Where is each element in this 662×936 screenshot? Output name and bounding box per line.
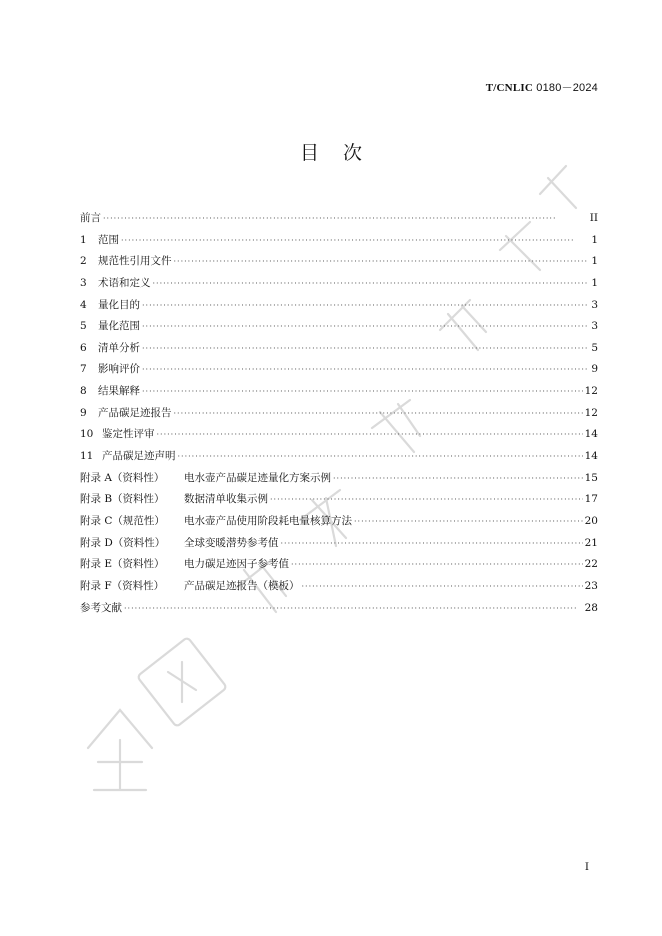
toc-entry-page: 3 [591, 298, 598, 311]
toc-entry[interactable] [80, 233, 598, 255]
toc-leader-dots [124, 602, 583, 616]
toc-entry-label: 量化目的 [98, 298, 140, 311]
toc-entry-number: 附录 D（资料性） [80, 536, 166, 549]
toc-entry[interactable] [80, 362, 598, 384]
toc-entry-page: 1 [591, 276, 598, 289]
toc-entry-number: 3 [80, 276, 87, 289]
toc-entry-label: 结果解释 [98, 385, 140, 398]
toc-entry-number: 11 [80, 450, 94, 463]
toc-entry-label: 术语和定义 [98, 276, 151, 289]
toc-leader-dots [354, 515, 583, 529]
toc-entry-page: 15 [584, 471, 598, 484]
toc-entry-label: 前言 [80, 212, 101, 224]
toc-entry-page: 14 [584, 450, 598, 463]
toc-entry-number: 6 [80, 341, 87, 354]
toc-entry-label: 影响评价 [98, 363, 140, 376]
toc-leader-dots [302, 580, 583, 594]
toc-leader-dots [142, 385, 583, 399]
toc-entry-label: 量化范围 [98, 320, 140, 333]
document-code-prefix: T/CNLIC [485, 82, 533, 94]
toc-entry[interactable] [80, 319, 598, 341]
toc-entry-page: 9 [591, 363, 598, 376]
toc-entry[interactable] [80, 427, 598, 449]
toc-entry-page: 12 [584, 385, 598, 398]
toc-entry-page: 17 [584, 493, 598, 506]
toc-entry-number: 9 [80, 406, 87, 419]
toc-leader-dots [333, 472, 583, 486]
toc-entry[interactable] [80, 254, 598, 276]
page-title: 目次 [299, 142, 386, 164]
toc-entry-page: 21 [584, 536, 598, 549]
toc-entry-number: 附录 A（资料性） [80, 471, 165, 484]
toc-entry[interactable] [80, 449, 598, 471]
toc-leader-dots [142, 342, 588, 356]
table-of-contents [80, 211, 598, 622]
toc-entry-page: 14 [584, 428, 598, 441]
toc-entry[interactable] [80, 557, 598, 579]
toc-entry-number: 5 [80, 320, 87, 333]
toc-entry-label: 电水壶产品碳足迹量化方案示例 [184, 471, 331, 484]
toc-entry-page: 28 [584, 601, 598, 614]
toc-entry[interactable] [80, 406, 598, 428]
page-number: I [584, 861, 589, 873]
toc-leader-dots [142, 299, 588, 313]
toc-entry[interactable] [80, 276, 598, 298]
toc-entry[interactable] [80, 514, 598, 536]
toc-entry-number: 1 [80, 233, 87, 246]
toc-entry-label: 清单分析 [98, 341, 140, 354]
toc-entry-page: 5 [591, 341, 598, 354]
toc-entry[interactable] [80, 471, 598, 493]
toc-leader-dots [157, 428, 583, 442]
toc-entry-label: 产品碳足迹报告 [98, 406, 172, 419]
toc-leader-dots [291, 558, 583, 572]
toc-entry-page: 3 [591, 320, 598, 333]
toc-entry-number: 附录 E（资料性） [80, 558, 165, 571]
toc-entry-label: 电水壶产品使用阶段耗电量核算方法 [184, 514, 352, 527]
toc-entry[interactable] [80, 492, 598, 514]
toc-entry-number: 附录 F（资料性） [80, 579, 165, 592]
toc-entry-page: 1 [591, 255, 598, 268]
toc-entry-page: 23 [584, 579, 598, 592]
toc-entry-label: 产品碳足迹声明 [102, 450, 176, 463]
toc-entry-label: 全球变暖潜势参考值 [184, 536, 279, 549]
toc-entry[interactable] [80, 384, 598, 406]
toc-leader-dots [103, 212, 588, 226]
toc-leader-dots [270, 493, 583, 507]
toc-entry-page: II [589, 212, 598, 224]
toc-entry-label: 电力碳足迹因子参考值 [184, 558, 289, 571]
toc-entry-number: 2 [80, 255, 87, 268]
toc-leader-dots [121, 234, 588, 248]
toc-entry-label: 规范性引用文件 [98, 255, 172, 268]
toc-entry-label: 数据清单收集示例 [184, 493, 268, 506]
toc-entry[interactable] [80, 298, 598, 320]
toc-entry-number: 附录 B（资料性） [80, 493, 165, 506]
toc-entry-page: 20 [584, 514, 598, 527]
toc-entry-page: 12 [584, 406, 598, 419]
toc-entry-number: 附录 C（规范性） [80, 514, 165, 527]
toc-leader-dots [142, 320, 588, 334]
toc-leader-dots [174, 407, 583, 421]
toc-entry[interactable] [80, 601, 598, 623]
document-code-number: 0180－2024 [533, 82, 598, 94]
toc-entry[interactable] [80, 536, 598, 558]
toc-entry-number: 10 [80, 428, 94, 441]
toc-entry[interactable] [80, 341, 598, 363]
toc-entry-label: 参考文献 [80, 601, 122, 614]
document-code [486, 79, 598, 95]
toc-entry-label: 鉴定性评审 [102, 428, 155, 441]
toc-entry-number: 4 [80, 298, 87, 311]
toc-entry-number: 8 [80, 385, 87, 398]
toc-leader-dots [153, 277, 589, 291]
toc-leader-dots [178, 450, 583, 464]
toc-entry-label: 产品碳足迹报告（模板） [184, 579, 300, 592]
toc-entry-number: 7 [80, 363, 87, 376]
toc-entry[interactable] [80, 579, 598, 601]
toc-entry-page: 1 [591, 233, 598, 246]
toc-entry[interactable] [80, 211, 598, 233]
toc-leader-dots [281, 537, 583, 551]
toc-entry-label: 范围 [98, 233, 119, 246]
toc-leader-dots [142, 363, 588, 377]
toc-leader-dots [174, 255, 589, 269]
toc-entry-page: 22 [584, 558, 598, 571]
